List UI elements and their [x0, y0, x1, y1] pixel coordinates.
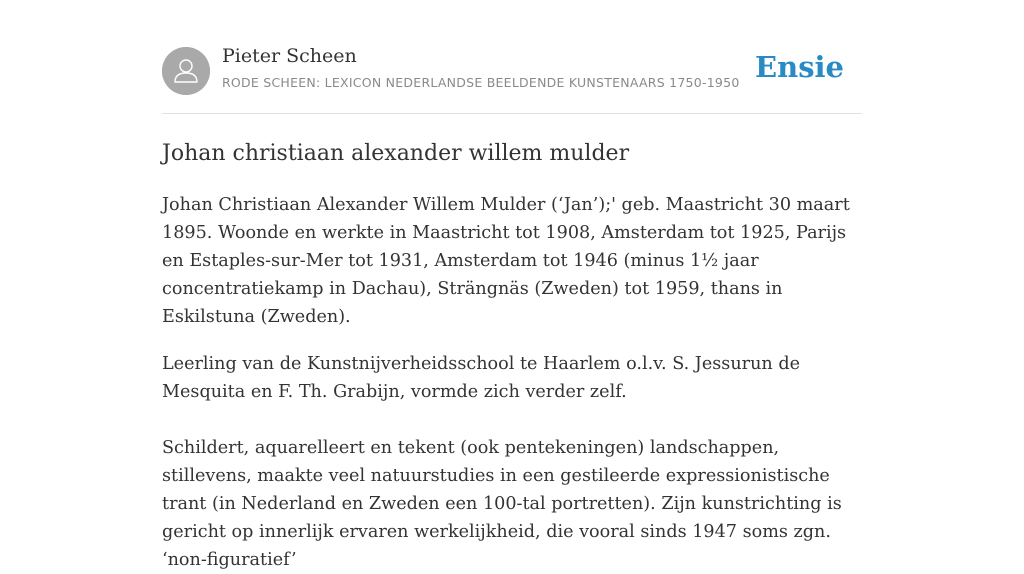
article-title: Johan christiaan alexander willem mulder: [162, 141, 630, 166]
article-paragraph: Johan Christiaan Alexander Willem Mulder (‘Jan’);' geb. Maastricht 30 maart 1895. Woonde en werkte in Maastricht tot 1908, Amsterdam tot 1925, Parijs en Estaples-sur-Mer tot 1931, Amsterdam tot 1946 (minus 1½ jaar concentratiekamp in Dachau), Strängnäs (Zweden) tot 1959, thans in Eskilstuna (Zweden).: [162, 195, 850, 327]
brand-logo[interactable]: Ensie: [755, 50, 844, 84]
user-avatar-icon[interactable]: [162, 47, 210, 95]
author-name[interactable]: Pieter Scheen: [222, 45, 357, 67]
article-paragraph: Leerling van de Kunstnijverheidsschool te Haarlem o.l.v. S. Jessurun de Mesquita en F. Th. Grabijn, vormde zich verder zelf.: [162, 354, 801, 402]
article-container: [162, 0, 862, 574]
source-label[interactable]: RODE SCHEEN: LEXICON NEDERLANDSE BEELDENDE KUNSTENAARS 1750-1950: [222, 75, 740, 90]
article-paragraph: Schildert, aquarelleert en tekent (ook pentekeningen) landschappen, stillevens, maakte veel natuurstudies in een gestileerde expressionistische trant (in Nederland en Zweden een 100-tal portretten). Zijn kunstrichting is gericht op innerlijk ervaren werkelijkheid, die vooral sinds 1947 soms zgn. ‘non-figuratief’: [162, 438, 842, 570]
article-header: [162, 0, 862, 114]
